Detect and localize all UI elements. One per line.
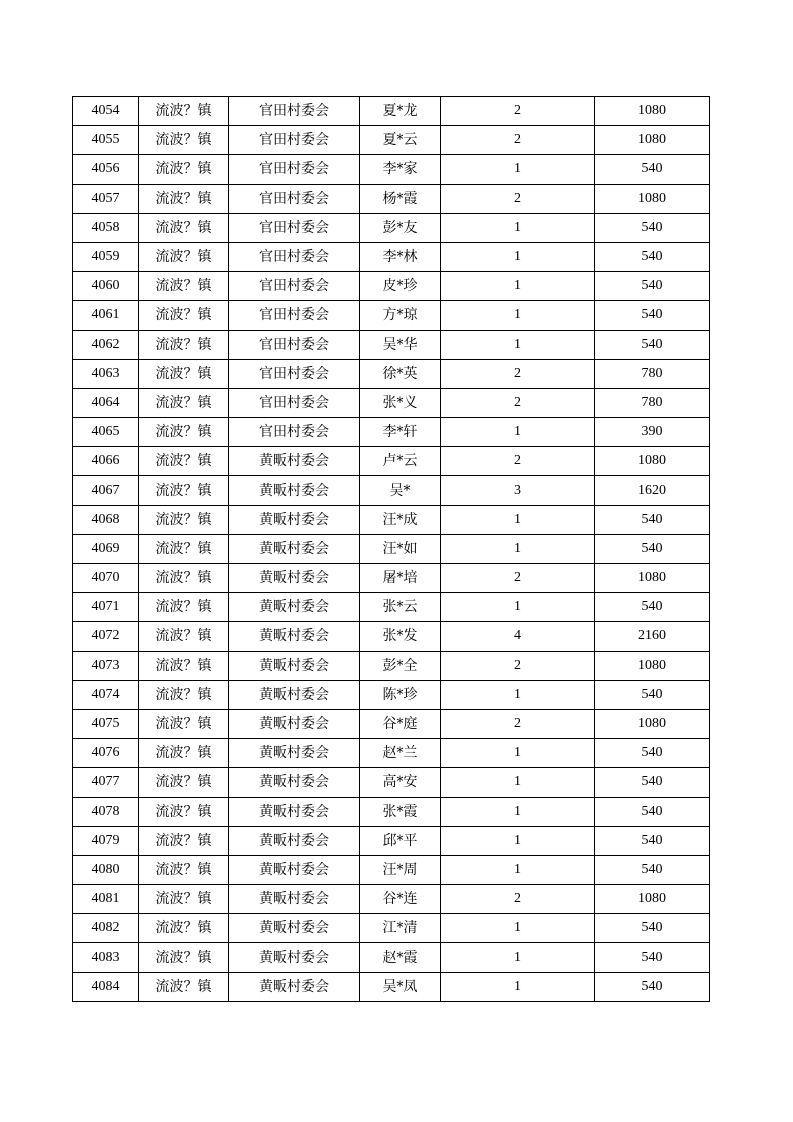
village-committee-cell: 官田村委会 — [229, 359, 360, 388]
person-name-cell: 赵*兰 — [360, 739, 441, 768]
table-row — [73, 739, 710, 768]
town-cell: 流波？镇 — [139, 301, 229, 330]
amount-cell: 1620 — [595, 476, 710, 505]
household-count-cell: 1 — [441, 943, 595, 972]
table-row — [73, 272, 710, 301]
household-count-cell: 1 — [441, 593, 595, 622]
amount-cell: 540 — [595, 797, 710, 826]
row-number: 4068 — [73, 505, 139, 534]
town-cell: 流波？镇 — [139, 709, 229, 738]
person-name-cell: 吴*凤 — [360, 972, 441, 1001]
person-name-cell: 张*霞 — [360, 797, 441, 826]
village-committee-cell: 黄畈村委会 — [229, 914, 360, 943]
person-name-cell: 谷*连 — [360, 885, 441, 914]
household-count-cell: 1 — [441, 855, 595, 884]
town-cell: 流波？镇 — [139, 476, 229, 505]
person-name-cell: 屠*培 — [360, 564, 441, 593]
person-name-cell: 徐*英 — [360, 359, 441, 388]
town-cell: 流波？镇 — [139, 213, 229, 242]
village-committee-cell: 黄畈村委会 — [229, 885, 360, 914]
row-number: 4077 — [73, 768, 139, 797]
row-number: 4070 — [73, 564, 139, 593]
household-count-cell: 1 — [441, 242, 595, 271]
row-number: 4074 — [73, 680, 139, 709]
person-name-cell: 吴*华 — [360, 330, 441, 359]
row-number: 4058 — [73, 213, 139, 242]
town-cell: 流波？镇 — [139, 943, 229, 972]
village-committee-cell: 黄畈村委会 — [229, 768, 360, 797]
village-committee-cell: 黄畈村委会 — [229, 943, 360, 972]
amount-cell: 540 — [595, 768, 710, 797]
household-count-cell: 1 — [441, 505, 595, 534]
town-cell: 流波？镇 — [139, 388, 229, 417]
household-count-cell: 2 — [441, 885, 595, 914]
person-name-cell: 张*云 — [360, 593, 441, 622]
household-count-cell: 2 — [441, 184, 595, 213]
amount-cell: 1080 — [595, 885, 710, 914]
town-cell: 流波？镇 — [139, 739, 229, 768]
amount-cell: 390 — [595, 418, 710, 447]
row-number: 4060 — [73, 272, 139, 301]
household-count-cell: 2 — [441, 447, 595, 476]
person-name-cell: 汪*成 — [360, 505, 441, 534]
person-name-cell: 彭*友 — [360, 213, 441, 242]
table-row — [73, 651, 710, 680]
town-cell: 流波？镇 — [139, 593, 229, 622]
table-row — [73, 914, 710, 943]
table-row — [73, 768, 710, 797]
person-name-cell: 邱*平 — [360, 826, 441, 855]
row-number: 4062 — [73, 330, 139, 359]
household-count-cell: 1 — [441, 418, 595, 447]
table-row — [73, 709, 710, 738]
amount-cell: 540 — [595, 330, 710, 359]
town-cell: 流波？镇 — [139, 505, 229, 534]
household-count-cell: 3 — [441, 476, 595, 505]
amount-cell: 1080 — [595, 97, 710, 126]
village-committee-cell: 黄畈村委会 — [229, 680, 360, 709]
household-count-cell: 2 — [441, 126, 595, 155]
amount-cell: 1080 — [595, 184, 710, 213]
town-cell: 流波？镇 — [139, 826, 229, 855]
village-committee-cell: 官田村委会 — [229, 272, 360, 301]
table-row — [73, 972, 710, 1001]
row-number: 4079 — [73, 826, 139, 855]
village-committee-cell: 官田村委会 — [229, 388, 360, 417]
village-committee-cell: 黄畈村委会 — [229, 709, 360, 738]
town-cell: 流波？镇 — [139, 855, 229, 884]
amount-cell: 540 — [595, 272, 710, 301]
village-committee-cell: 黄畈村委会 — [229, 797, 360, 826]
person-name-cell: 江*清 — [360, 914, 441, 943]
town-cell: 流波？镇 — [139, 97, 229, 126]
person-name-cell: 皮*珍 — [360, 272, 441, 301]
table-row — [73, 447, 710, 476]
town-cell: 流波？镇 — [139, 651, 229, 680]
row-number: 4064 — [73, 388, 139, 417]
row-number: 4067 — [73, 476, 139, 505]
subsidy-roster-table — [72, 96, 710, 1002]
row-number: 4056 — [73, 155, 139, 184]
person-name-cell: 李*林 — [360, 242, 441, 271]
row-number: 4076 — [73, 739, 139, 768]
town-cell: 流波？镇 — [139, 418, 229, 447]
village-committee-cell: 黄畈村委会 — [229, 855, 360, 884]
table-row — [73, 885, 710, 914]
village-committee-cell: 黄畈村委会 — [229, 622, 360, 651]
village-committee-cell: 黄畈村委会 — [229, 651, 360, 680]
row-number: 4054 — [73, 97, 139, 126]
town-cell: 流波？镇 — [139, 564, 229, 593]
table-row — [73, 855, 710, 884]
household-count-cell: 1 — [441, 972, 595, 1001]
amount-cell: 1080 — [595, 564, 710, 593]
village-committee-cell: 官田村委会 — [229, 97, 360, 126]
town-cell: 流波？镇 — [139, 534, 229, 563]
amount-cell: 540 — [595, 739, 710, 768]
amount-cell: 1080 — [595, 447, 710, 476]
amount-cell: 540 — [595, 593, 710, 622]
row-number: 4082 — [73, 914, 139, 943]
town-cell: 流波？镇 — [139, 914, 229, 943]
village-committee-cell: 黄畈村委会 — [229, 739, 360, 768]
row-number: 4081 — [73, 885, 139, 914]
table-row — [73, 359, 710, 388]
table-row — [73, 126, 710, 155]
town-cell: 流波？镇 — [139, 885, 229, 914]
row-number: 4063 — [73, 359, 139, 388]
town-cell: 流波？镇 — [139, 242, 229, 271]
town-cell: 流波？镇 — [139, 155, 229, 184]
table-row — [73, 155, 710, 184]
person-name-cell: 夏*龙 — [360, 97, 441, 126]
table-row — [73, 943, 710, 972]
household-count-cell: 1 — [441, 534, 595, 563]
town-cell: 流波？镇 — [139, 359, 229, 388]
person-name-cell: 杨*霞 — [360, 184, 441, 213]
row-number: 4059 — [73, 242, 139, 271]
table-row — [73, 680, 710, 709]
table-row — [73, 388, 710, 417]
village-committee-cell: 黄畈村委会 — [229, 534, 360, 563]
amount-cell: 540 — [595, 301, 710, 330]
village-committee-cell: 黄畈村委会 — [229, 447, 360, 476]
person-name-cell: 高*安 — [360, 768, 441, 797]
village-committee-cell: 官田村委会 — [229, 213, 360, 242]
table-row — [73, 97, 710, 126]
household-count-cell: 1 — [441, 739, 595, 768]
row-number: 4075 — [73, 709, 139, 738]
village-committee-cell: 黄畈村委会 — [229, 593, 360, 622]
person-name-cell: 彭*全 — [360, 651, 441, 680]
row-number: 4084 — [73, 972, 139, 1001]
amount-cell: 1080 — [595, 651, 710, 680]
person-name-cell: 夏*云 — [360, 126, 441, 155]
town-cell: 流波？镇 — [139, 680, 229, 709]
household-count-cell: 1 — [441, 301, 595, 330]
household-count-cell: 2 — [441, 97, 595, 126]
table-row — [73, 418, 710, 447]
table-row — [73, 184, 710, 213]
amount-cell: 540 — [595, 213, 710, 242]
village-committee-cell: 黄畈村委会 — [229, 972, 360, 1001]
person-name-cell: 张*义 — [360, 388, 441, 417]
row-number: 4073 — [73, 651, 139, 680]
person-name-cell: 方*琼 — [360, 301, 441, 330]
amount-cell: 1080 — [595, 126, 710, 155]
amount-cell: 540 — [595, 972, 710, 1001]
row-number: 4061 — [73, 301, 139, 330]
table-row — [73, 534, 710, 563]
person-name-cell: 汪*如 — [360, 534, 441, 563]
row-number: 4057 — [73, 184, 139, 213]
village-committee-cell: 官田村委会 — [229, 155, 360, 184]
table-row — [73, 330, 710, 359]
row-number: 4072 — [73, 622, 139, 651]
household-count-cell: 1 — [441, 797, 595, 826]
town-cell: 流波？镇 — [139, 447, 229, 476]
amount-cell: 780 — [595, 359, 710, 388]
town-cell: 流波？镇 — [139, 126, 229, 155]
household-count-cell: 1 — [441, 914, 595, 943]
table-row — [73, 476, 710, 505]
table-row — [73, 242, 710, 271]
row-number: 4069 — [73, 534, 139, 563]
table-row — [73, 797, 710, 826]
village-committee-cell: 黄畈村委会 — [229, 505, 360, 534]
table-row — [73, 213, 710, 242]
household-count-cell: 1 — [441, 155, 595, 184]
village-committee-cell: 官田村委会 — [229, 242, 360, 271]
amount-cell: 2160 — [595, 622, 710, 651]
town-cell: 流波？镇 — [139, 972, 229, 1001]
town-cell: 流波？镇 — [139, 272, 229, 301]
table-row — [73, 564, 710, 593]
roster-body — [73, 97, 710, 1002]
household-count-cell: 4 — [441, 622, 595, 651]
amount-cell: 540 — [595, 855, 710, 884]
table-row — [73, 593, 710, 622]
village-committee-cell: 官田村委会 — [229, 126, 360, 155]
village-committee-cell: 官田村委会 — [229, 184, 360, 213]
household-count-cell: 1 — [441, 680, 595, 709]
row-number: 4065 — [73, 418, 139, 447]
town-cell: 流波？镇 — [139, 768, 229, 797]
village-committee-cell: 官田村委会 — [229, 330, 360, 359]
row-number: 4078 — [73, 797, 139, 826]
table-row — [73, 826, 710, 855]
person-name-cell: 谷*庭 — [360, 709, 441, 738]
household-count-cell: 2 — [441, 564, 595, 593]
person-name-cell: 陈*珍 — [360, 680, 441, 709]
person-name-cell: 汪*周 — [360, 855, 441, 884]
person-name-cell: 赵*霞 — [360, 943, 441, 972]
village-committee-cell: 黄畈村委会 — [229, 826, 360, 855]
row-number: 4080 — [73, 855, 139, 884]
table-row — [73, 301, 710, 330]
town-cell: 流波？镇 — [139, 797, 229, 826]
village-committee-cell: 黄畈村委会 — [229, 476, 360, 505]
amount-cell: 1080 — [595, 709, 710, 738]
household-count-cell: 1 — [441, 768, 595, 797]
row-number: 4055 — [73, 126, 139, 155]
household-count-cell: 2 — [441, 651, 595, 680]
table-row — [73, 622, 710, 651]
town-cell: 流波？镇 — [139, 622, 229, 651]
person-name-cell: 卢*云 — [360, 447, 441, 476]
town-cell: 流波？镇 — [139, 330, 229, 359]
village-committee-cell: 官田村委会 — [229, 301, 360, 330]
amount-cell: 540 — [595, 534, 710, 563]
amount-cell: 540 — [595, 505, 710, 534]
amount-cell: 780 — [595, 388, 710, 417]
row-number: 4083 — [73, 943, 139, 972]
person-name-cell: 张*发 — [360, 622, 441, 651]
amount-cell: 540 — [595, 680, 710, 709]
person-name-cell: 李*家 — [360, 155, 441, 184]
amount-cell: 540 — [595, 826, 710, 855]
household-count-cell: 2 — [441, 388, 595, 417]
household-count-cell: 1 — [441, 826, 595, 855]
town-cell: 流波？镇 — [139, 184, 229, 213]
household-count-cell: 2 — [441, 359, 595, 388]
household-count-cell: 1 — [441, 213, 595, 242]
row-number: 4066 — [73, 447, 139, 476]
village-committee-cell: 官田村委会 — [229, 418, 360, 447]
person-name-cell: 吴* — [360, 476, 441, 505]
household-count-cell: 1 — [441, 272, 595, 301]
amount-cell: 540 — [595, 155, 710, 184]
amount-cell: 540 — [595, 242, 710, 271]
household-count-cell: 1 — [441, 330, 595, 359]
village-committee-cell: 黄畈村委会 — [229, 564, 360, 593]
row-number: 4071 — [73, 593, 139, 622]
amount-cell: 540 — [595, 914, 710, 943]
household-count-cell: 2 — [441, 709, 595, 738]
table-row — [73, 505, 710, 534]
person-name-cell: 李*轩 — [360, 418, 441, 447]
amount-cell: 540 — [595, 943, 710, 972]
